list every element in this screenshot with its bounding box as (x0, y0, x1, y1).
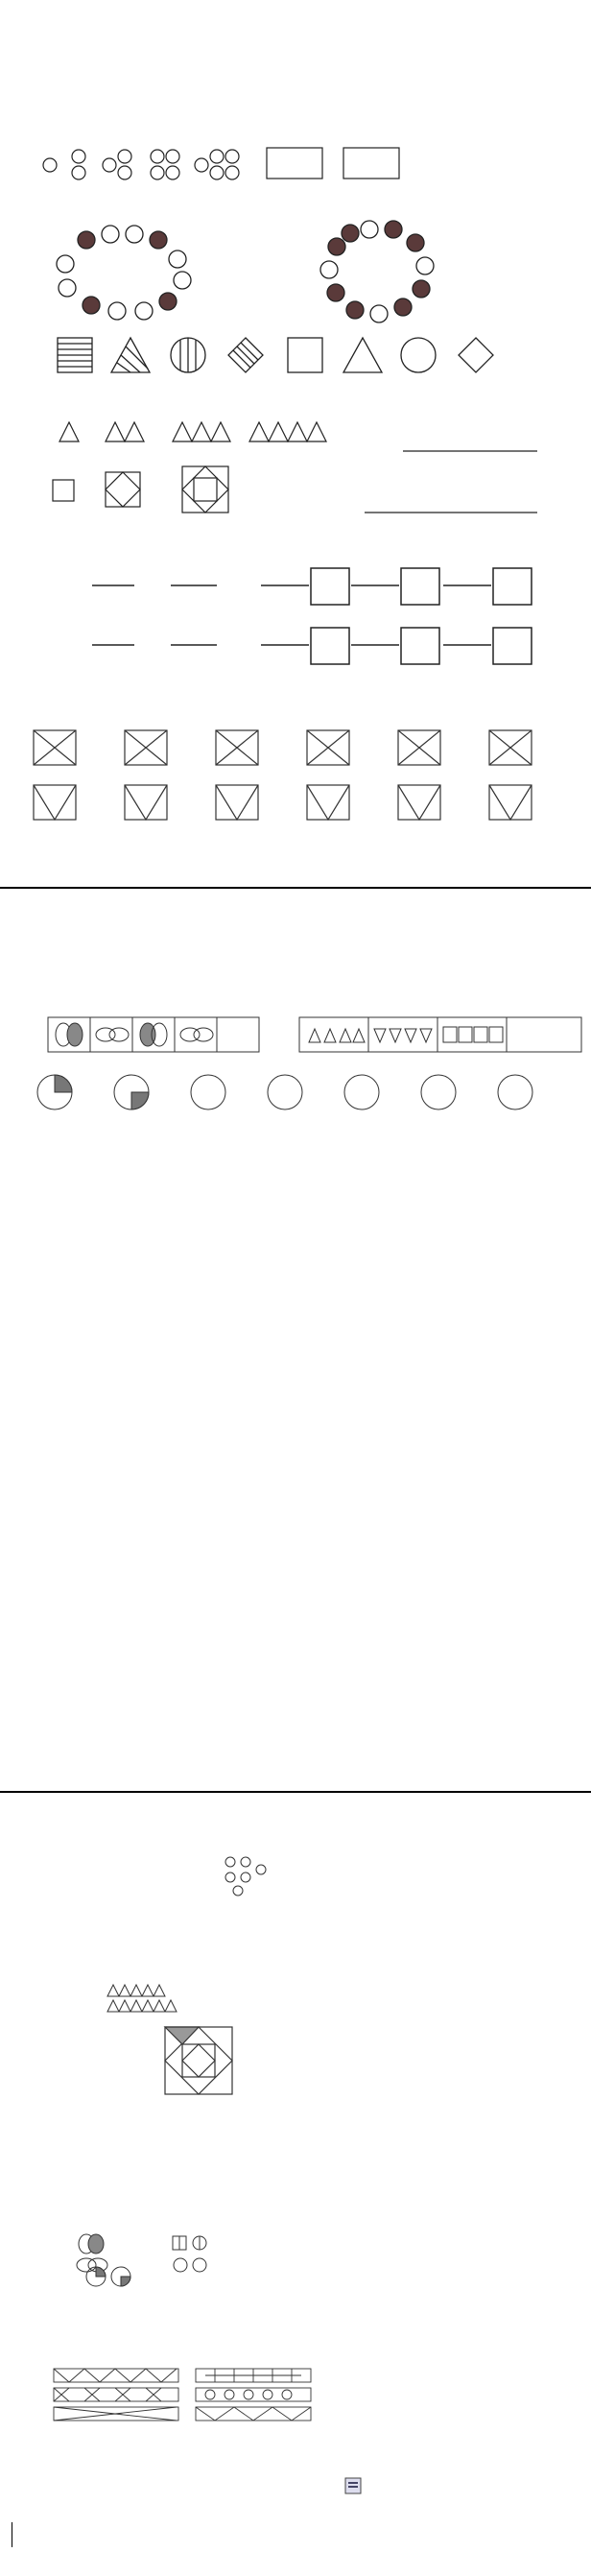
q2-bead-ring-1 (38, 221, 230, 326)
document-icon (343, 2476, 363, 2495)
b2-figures (0, 1012, 591, 1117)
ans-nested-square-figure (163, 2025, 240, 2102)
ans-b2-figures (67, 2230, 221, 2298)
ans-circle-figure (221, 1852, 278, 1900)
q3-figures (48, 413, 585, 518)
separator-line (0, 1791, 591, 1793)
ans-pattern-grids (52, 2367, 320, 2434)
separator-line (0, 887, 591, 889)
q2-shape-row (54, 334, 581, 378)
q5-color-grid (29, 726, 585, 831)
q2-bead-ring-2 (293, 216, 485, 331)
q1-row3-figures (29, 142, 566, 184)
ans-triangle-figure (106, 1983, 211, 2021)
q4-lines-boxes (0, 547, 591, 681)
